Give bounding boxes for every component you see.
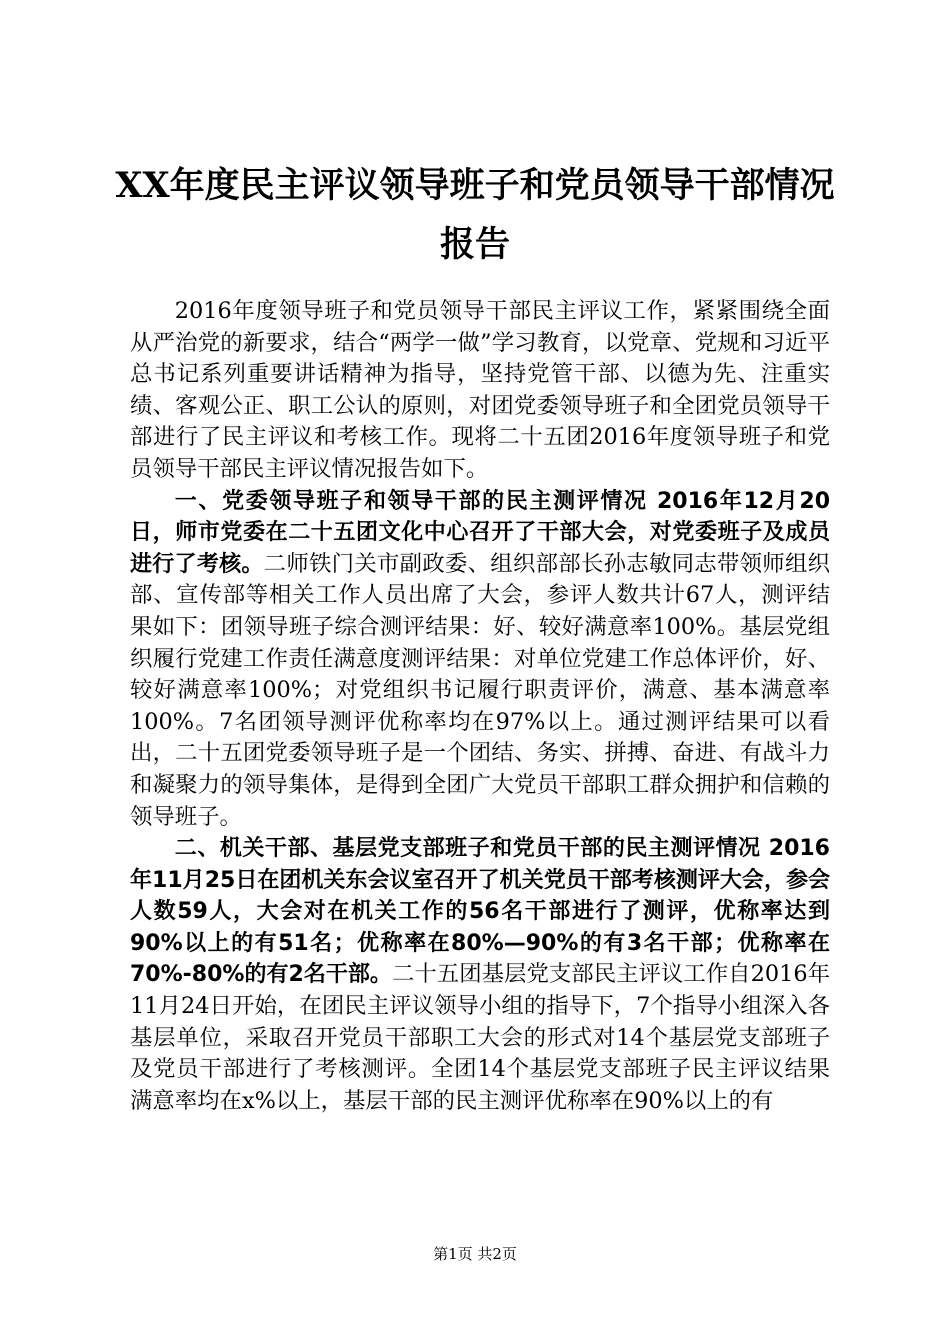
paragraph-intro-text: 2016年度领导班子和党员领导干部民主评议工作，紧紧围绕全面从严治党的新要求，结合“两学一做”学习教育，以党章、党规和习近平总书记系列重要讲话精神为指导，坚持党管干部、以德为先、注重实绩、客观公正、职工公认的原则，对团党委领导班子和全团党员领导干部进行了民主评议和考核工作。现将二十五团2016年度领导班子和党员领导干部民主评议情况报告如下。 [130,298,830,482]
paragraph-section-two [130,833,830,1117]
section-one-text: 二师铁门关市副政委、组织部部长孙志敏同志带领师组织部、宣传部等相关工作人员出席了大会，参评人数共计67人，测评结果如下：团领导班子综合测评结果：好、较好满意率100%。基层党组织履行党建工作责任满意度测评结果：对单位党建工作总体评价，好、较好满意率100%；对党组织书记履行职责评价，满意、基本满意率100%。7名团领导测评优称率均在97%以上。通过测评结果可以看出，二十五团党委领导班子是一个团结、务实、拼搏、奋进、有战斗力和凝聚力的领导集体，是得到全团广大党员干部职工群众拥护和信赖的领导班子。 [130,550,830,830]
section-two-heading: 二、机关干部、基层党支部班子和党员干部的民主测评情况 2016年11月25日在团机关东会议室召开了机关党员干部考核测评大会，参会人数59人，大会对在机关工作的56名干部进行了测评，优称率达到90%以上的有51名；优称率在80%—90%的有3名干部；优称率在70%-80%的有2名干部。 [130,836,830,988]
document-body [130,296,830,1117]
section-two-text: 二十五团基层党支部民主评议工作自2016年11月24日开始，在团民主评议领导小组的指导下，7个指导小组深入各基层单位，采取召开党员干部职工大会的形式对14个基层党支部班子及党员干部进行了考核测评。全团14个基层党支部班子民主评议结果满意率均在x%以上，基层干部的民主测评优称率在90%以上的有 [130,961,830,1114]
paragraph-intro [130,296,830,486]
document-title: XX年度民主评议领导班子和党员领导干部情况报告 [115,165,835,265]
paragraph-section-one [130,486,830,834]
section-one-heading: 一、党委领导班子和领导干部的民主测评情况 2016年12月20日，师市党委在二十五团文化中心召开了干部大会，对党委班子及成员进行了考核。 [130,488,830,577]
page-footer: 第1页 共2页 [433,1245,517,1263]
